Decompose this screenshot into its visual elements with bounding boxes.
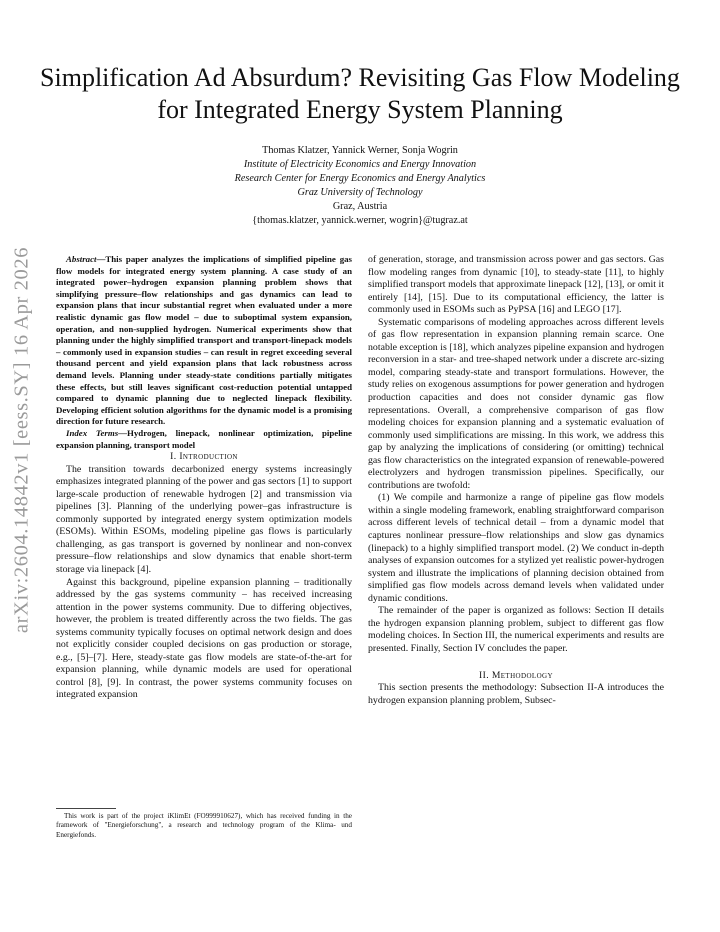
author-names: Thomas Klatzer, Yannick Werner, Sonja Wogrin [262, 145, 458, 156]
affiliation-line: Institute of Electricity Economics and Energy Innovation [243, 159, 477, 170]
body-paragraph: (1) We compile and harmonize a range of pipeline gas flow models within a single modeling framework, enabling straightforward comparison across different levels of technical detail – from a dynamic model that captures nonlinear pressure–flow relationships and slow gas dynamics (linepack) to a highly simplified transport model. (2) We conduct in-depth analyses of expansion outcomes for a stylized yet realistic power-hydrogen system and illustrate the implications of planning decision obtained from simplified gas flow models across demand levels when validated under dynamic conditions. [368, 492, 664, 604]
abstract-text: —This paper analyzes the implications of simplified pipeline gas flow models for integrated energy system planning. A case study of an integrated power–hydrogen expansion planning problem shows that simplifying pressure–flow relationships and gas dynamics can lead to expansion plans that incur substantial regret when evaluated under a more realistic dynamic gas flow model – due to suboptimal system expansion, operation, and non-supplied hydrogen. Numerical experiments show that planning under the highly simplified transport and transport-linepack models – commonly used in expansion studies – can result in regret exceeding several thousand percent and yield expansion plans that lack robustness across demand levels. Planning under steady-state conditions partially mitigates these effects, but still leaves significant cost-reduction potential untapped compared to dynamic planning due to neglected linepack flexibility. Developing efficient solution algorithms for the dynamic model is a promising direction for future research. [56, 254, 352, 427]
footnote [56, 812, 352, 840]
index-terms [56, 428, 352, 451]
section-name: Methodology [491, 669, 553, 681]
right-column [368, 254, 664, 707]
section-numeral: II. [479, 669, 492, 681]
body-paragraph: This section presents the methodology: Subsection II-A introduces the hydrogen expansion planning problem, Subsec- [368, 682, 664, 706]
abstract [56, 254, 352, 428]
body-paragraph: The transition towards decarbonized energy systems increasingly emphasizes integrated planning of the power and gas sectors [1] to support large-scale production of renewable hydrogen [2] and transmission via pipelines [3]. Planning of the underlying power–gas infrastructure is commonly supported by integrated energy system optimization models (ESOMs). Within ESOMs, modeling pipeline gas flows is particularly challenging, as gas transport is governed by nonlinear and non-convex pressure–flow relationships and slow dynamics that enable short-term storage via linepack [4]. [56, 463, 352, 576]
arxiv-id-text: arXiv:2604.14842v1 [eess.SY] 16 Apr 2026 [10, 246, 33, 634]
section-name: Introduction [179, 451, 238, 463]
index-terms-text: —Hydrogen, linepack, nonlinear optimization, pipeline expansion planning, transport model [56, 427, 352, 450]
author-block [100, 144, 620, 228]
section-heading-methodology [368, 670, 664, 683]
left-column [56, 254, 352, 702]
section-heading-introduction [56, 451, 352, 464]
body-paragraph: of generation, storage, and transmission across power and gas sectors. Gas flow modeling ranges from dynamic [10], to steady-state [11], to highly simplified transport models that approximate linepack [12], [13], or omit it entirely [14], [15]. Due to its computational efficiency, the latter is commonly used in ESOMs such as PyPSA [16] and LEGO [17]. [368, 254, 664, 316]
footnote-rule [56, 808, 116, 809]
location-line: Graz, Austria [332, 201, 388, 212]
affiliation-line: Research Center for Energy Economics and Energy Analytics [234, 173, 486, 184]
paper-title: Simplification Ad Absurdum? Revisiting Gas Flow Modeling for Integrated Energy System Planning [40, 63, 680, 124]
abstract-label: Abstract [66, 254, 97, 264]
affiliation-line: Graz University of Technology [297, 187, 423, 198]
email-line: {thomas.klatzer, yannick.werner, wogrin}@tugraz.at [252, 215, 468, 226]
index-terms-label: Index Terms [66, 427, 119, 438]
body-paragraph: The remainder of the paper is organized as follows: Section II details the hydrogen expansion planning problem, subject to different gas flow modeling choices. In Section III, the numerical experiments and results are presented. Finally, Section IV concludes the paper. [368, 605, 664, 654]
body-paragraph: Against this background, pipeline expansion planning – traditionally addressed by the gas systems community – has received increasing attention in the power systems community. Due to differing objectives, however, the problem is treated differently across the two fields. The gas systems community typically focuses on optimal network design and does not explicitly consider coupled decisions on gas production or storage, e.g., [5]–[7]. Here, steady-state gas flow models are state-of-the-art for expansion planning, while dynamic models are used for operational control [8], [9]. In contrast, the power systems community focuses on integrated expansion [56, 576, 352, 701]
body-paragraph: Systematic comparisons of modeling approaches across different levels of gas flow representation in expansion planning remain scarce. One notable exception is [18], which analyzes pipeline expansion and hydrogen reconversion in a star- and tree-shaped network under a discrete arc-sizing model, comparing steady-state and transport formulations. However, the study relies on exogenous assumptions for power generation and hydrogen production capacities and does not consider dynamic gas flow representations. Overall, a comprehensive comparison of gas flow modeling choices for expansion planning and a systematic evaluation of commonly used simplifications are missing. In this work, we address this gap by analyzing the implications of considering (or omitting) technical gas flow characteristics on the integrated expansion of renewable-powered electrolyzers and hydrogen transmission pipelines. Specifically, our contributions are twofold: [368, 316, 664, 491]
footnote-text: This work is part of the project iKlimEt (FO999910627), which has received funding in the framework of "Energieforschung", a research and technology program of the Klima- und Energiefonds. [56, 812, 352, 839]
arxiv-watermark [0, 0, 44, 932]
section-numeral: I. [170, 451, 180, 463]
